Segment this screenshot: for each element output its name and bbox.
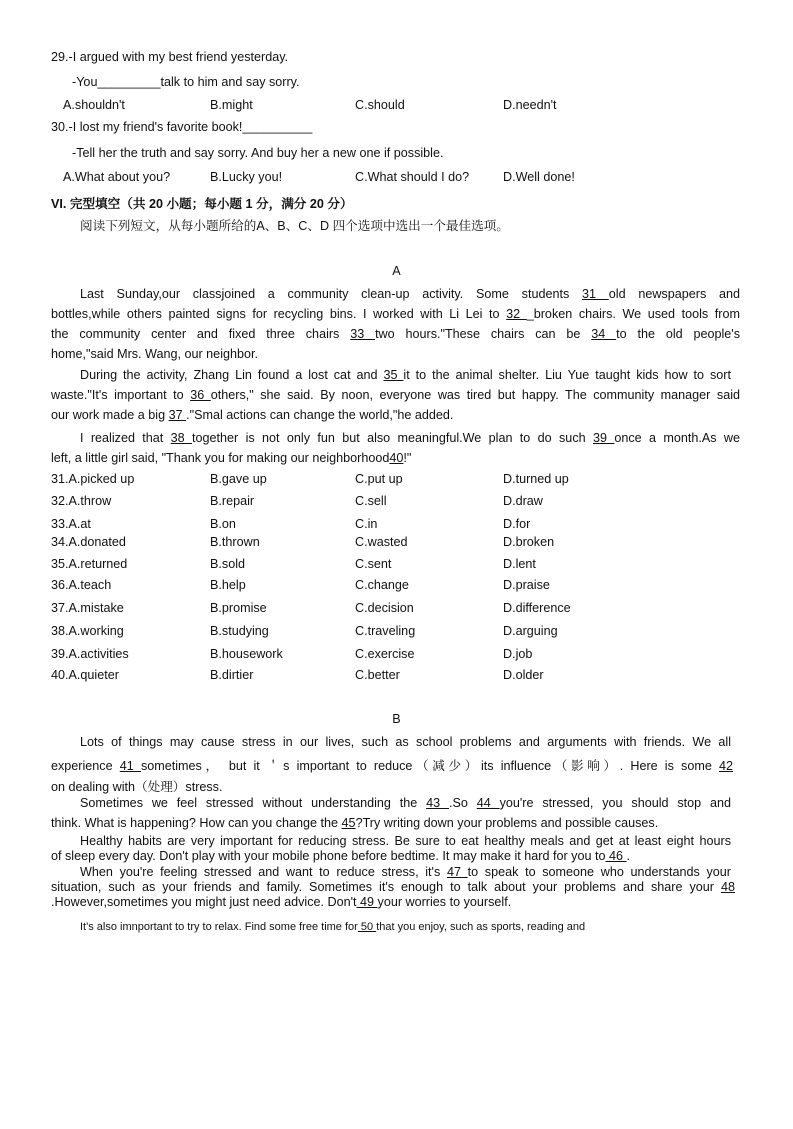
passage-b-line: .However,sometimes you might just need advice. Don't 49 your worries to yourself. — [51, 895, 512, 909]
q29-response: -You_________talk to him and say sorry. — [72, 75, 300, 89]
passage-b-line: on dealing with（处理）stress. — [51, 780, 223, 794]
option-32-d: D.draw — [503, 494, 543, 508]
option-40-d: D.older — [503, 668, 544, 682]
passage-a-line — [51, 307, 740, 321]
text-segment: Sometimes we feel stressed without understanding the — [80, 796, 418, 810]
text-segment: _broken chairs. We used tools from — [526, 307, 740, 321]
passage-a-line: home,"said Mrs. Wang, our neighbor. — [51, 347, 259, 361]
option-35-b: B.sold — [210, 557, 246, 571]
text-segment: .So — [448, 796, 477, 810]
text-segment: others," she said. By noon, everyone was tired but happy. The community manager said — [210, 388, 741, 402]
option-39-c: C.exercise — [355, 647, 415, 661]
blank-45: 45 — [341, 816, 356, 830]
passage-b-line — [80, 834, 731, 848]
passage-b-line — [51, 755, 733, 774]
answer-blank: 44 — [476, 796, 500, 810]
answer-blank: 42 — [719, 759, 734, 773]
text-segment: to the old people's — [616, 327, 740, 341]
answer-blank: 47 — [446, 865, 468, 879]
q30-option-a: A.What about you? — [63, 170, 171, 184]
text-segment: to speak to someone who understands your — [467, 865, 731, 879]
passage-b-line — [80, 735, 731, 749]
blank-49: 49 — [356, 895, 378, 909]
text-segment: sometimes， but it ＇s important to reduce（减少）its influence（影响）. Here is some — [140, 759, 712, 773]
option-37-b: B.promise — [210, 601, 267, 615]
answer-blank: 33 — [350, 327, 376, 341]
section-heading: VI. 完型填空（共 20 小题；每小题 1 分，满分 20 分） — [51, 197, 353, 211]
q29-option-a: A.shouldn't — [63, 98, 125, 112]
option-33-d: D.for — [503, 517, 531, 531]
q30-question: 30.-I lost my friend's favorite book!__________ — [51, 120, 313, 134]
answer-blank: 32 — [506, 307, 527, 321]
answer-blank: 48 — [720, 880, 735, 894]
option-31-b: B.gave up — [210, 472, 267, 486]
passage-b-line: It's also imnportant to try to relax. Find some free time for 50 that you enjoy, such as sports, reading and — [80, 921, 586, 933]
passage-a-line — [51, 388, 740, 402]
answer-blank: 39 — [592, 431, 615, 445]
passage-b-line: think. What is happening? How can you change the 45?Try writing down your problems and possible causes. — [51, 816, 659, 830]
passage-a-line — [80, 431, 740, 445]
text-segment: the community center and fixed three chairs — [51, 327, 340, 341]
text-segment: together is not only fun but also meaningful.We plan to do such — [192, 431, 586, 445]
q30-option-b: B.Lucky you! — [210, 170, 283, 184]
option-38-c: C.traveling — [355, 624, 416, 638]
option-37-c: C.decision — [355, 601, 414, 615]
option-31-d: D.turned up — [503, 472, 569, 486]
text-segment: it to the animal shelter. Liu Yue taught kids how to sort — [403, 368, 731, 382]
option-40-a: 40.A.quieter — [51, 668, 119, 682]
option-32-a: 32.A.throw — [51, 494, 112, 508]
option-36-d: D.praise — [503, 578, 550, 592]
text-segment: old newspapers and — [608, 287, 740, 301]
text-segment: waste."It's important to — [51, 388, 184, 402]
option-36-c: C.change — [355, 578, 409, 592]
option-34-c: C.wasted — [355, 535, 408, 549]
passage-a-line — [80, 368, 731, 382]
answer-blank: 38 — [170, 431, 193, 445]
option-39-d: D.job — [503, 647, 533, 661]
option-37-a: 37.A.mistake — [51, 601, 124, 615]
blank-40: 40 — [389, 451, 404, 465]
option-38-a: 38.A.working — [51, 624, 124, 638]
option-32-b: B.repair — [210, 494, 255, 508]
answer-blank: 36 — [190, 388, 211, 402]
passage-a-line: our work made a big 37 ."Smal actions can change the world,"he added. — [51, 408, 454, 422]
blank-46: 46 — [605, 849, 627, 863]
q30-option-c: C.What should I do? — [355, 170, 470, 184]
text-segment: you're stressed, you should stop and — [499, 796, 732, 810]
answer-blank: 43 — [426, 796, 449, 810]
passage-b-title: B — [392, 712, 401, 726]
blank-50: 50 — [357, 921, 377, 933]
passage-a-line — [80, 287, 740, 301]
answer-blank: 31 — [582, 287, 609, 301]
passage-b-line — [80, 796, 731, 810]
passage-b-line — [80, 865, 731, 879]
option-35-d: D.lent — [503, 557, 536, 571]
option-34-b: B.thrown — [210, 535, 260, 549]
text-segment: once a month.As we — [614, 431, 741, 445]
option-32-c: C.sell — [355, 494, 387, 508]
q29-option-b: B.might — [210, 98, 253, 112]
text-segment: Healthy habits are very important for reducing stress. Be sure to eat healthy meals and get at least eight hours — [80, 834, 731, 848]
option-40-b: B.dirtier — [210, 668, 254, 682]
text-segment: I realized that — [80, 431, 164, 445]
option-31-a: 31.A.picked up — [51, 472, 135, 486]
passage-a-line — [51, 327, 740, 341]
passage-b-line — [51, 880, 735, 894]
passage-a-line: left, a little girl said, "Thank you for making our neighborhood40!" — [51, 451, 412, 465]
text-segment: two hours."These chairs can be — [375, 327, 581, 341]
option-35-c: C.sent — [355, 557, 392, 571]
passage-b-line: of sleep every day. Don't play with your mobile phone before bedtime. It may make it hard for you to 46 . — [51, 849, 630, 863]
passage-a-title: A — [392, 264, 401, 278]
text-segment: situation, such as your friends and family. Sometimes it's enough to talk about your problems and share your — [51, 880, 721, 894]
text-segment: experience — [51, 759, 113, 773]
option-39-a: 39.A.activities — [51, 647, 129, 661]
answer-blank: 35 — [383, 368, 404, 382]
option-40-c: C.better — [355, 668, 400, 682]
option-31-c: C.put up — [355, 472, 403, 486]
q30-option-d: D.Well done! — [503, 170, 575, 184]
option-34-d: D.broken — [503, 535, 555, 549]
q30-response: -Tell her the truth and say sorry. And buy her a new one if possible. — [72, 146, 444, 160]
text-segment: When you're feeling stressed and want to reduce stress, it's — [80, 865, 447, 879]
q29-option-d: D.needn't — [503, 98, 557, 112]
section-instruction: 阅读下列短文，从每小题所给的A、B、C、D 四个选项中选出一个最佳选项。 — [80, 219, 509, 233]
option-36-b: B.help — [210, 578, 246, 592]
option-39-b: B.housework — [210, 647, 283, 661]
option-38-b: B.studying — [210, 624, 269, 638]
text-segment: Last Sunday,our classjoined a community clean-up activity. Some students — [80, 287, 570, 301]
text-segment: During the activity, Zhang Lin found a lost cat and — [80, 368, 384, 382]
option-33-b: B.on — [210, 517, 236, 531]
option-38-d: D.arguing — [503, 624, 558, 638]
blank-37: 37 — [168, 408, 187, 422]
text-segment: Lots of things may cause stress in our lives, such as school problems and arguments with friends. We all — [80, 735, 731, 749]
text-segment: bottles,while others painted signs for recycling bins. I worked with Li Lei to — [51, 307, 500, 321]
option-35-a: 35.A.returned — [51, 557, 128, 571]
option-34-a: 34.A.donated — [51, 535, 126, 549]
q29-option-c: C.should — [355, 98, 405, 112]
option-33-a: 33.A.at — [51, 517, 91, 531]
answer-blank: 41 — [119, 759, 141, 773]
answer-blank: 34 — [591, 327, 617, 341]
option-36-a: 36.A.teach — [51, 578, 112, 592]
q29-question: 29.-I argued with my best friend yesterday. — [51, 50, 289, 64]
option-37-d: D.difference — [503, 601, 571, 615]
option-33-c: C.in — [355, 517, 378, 531]
